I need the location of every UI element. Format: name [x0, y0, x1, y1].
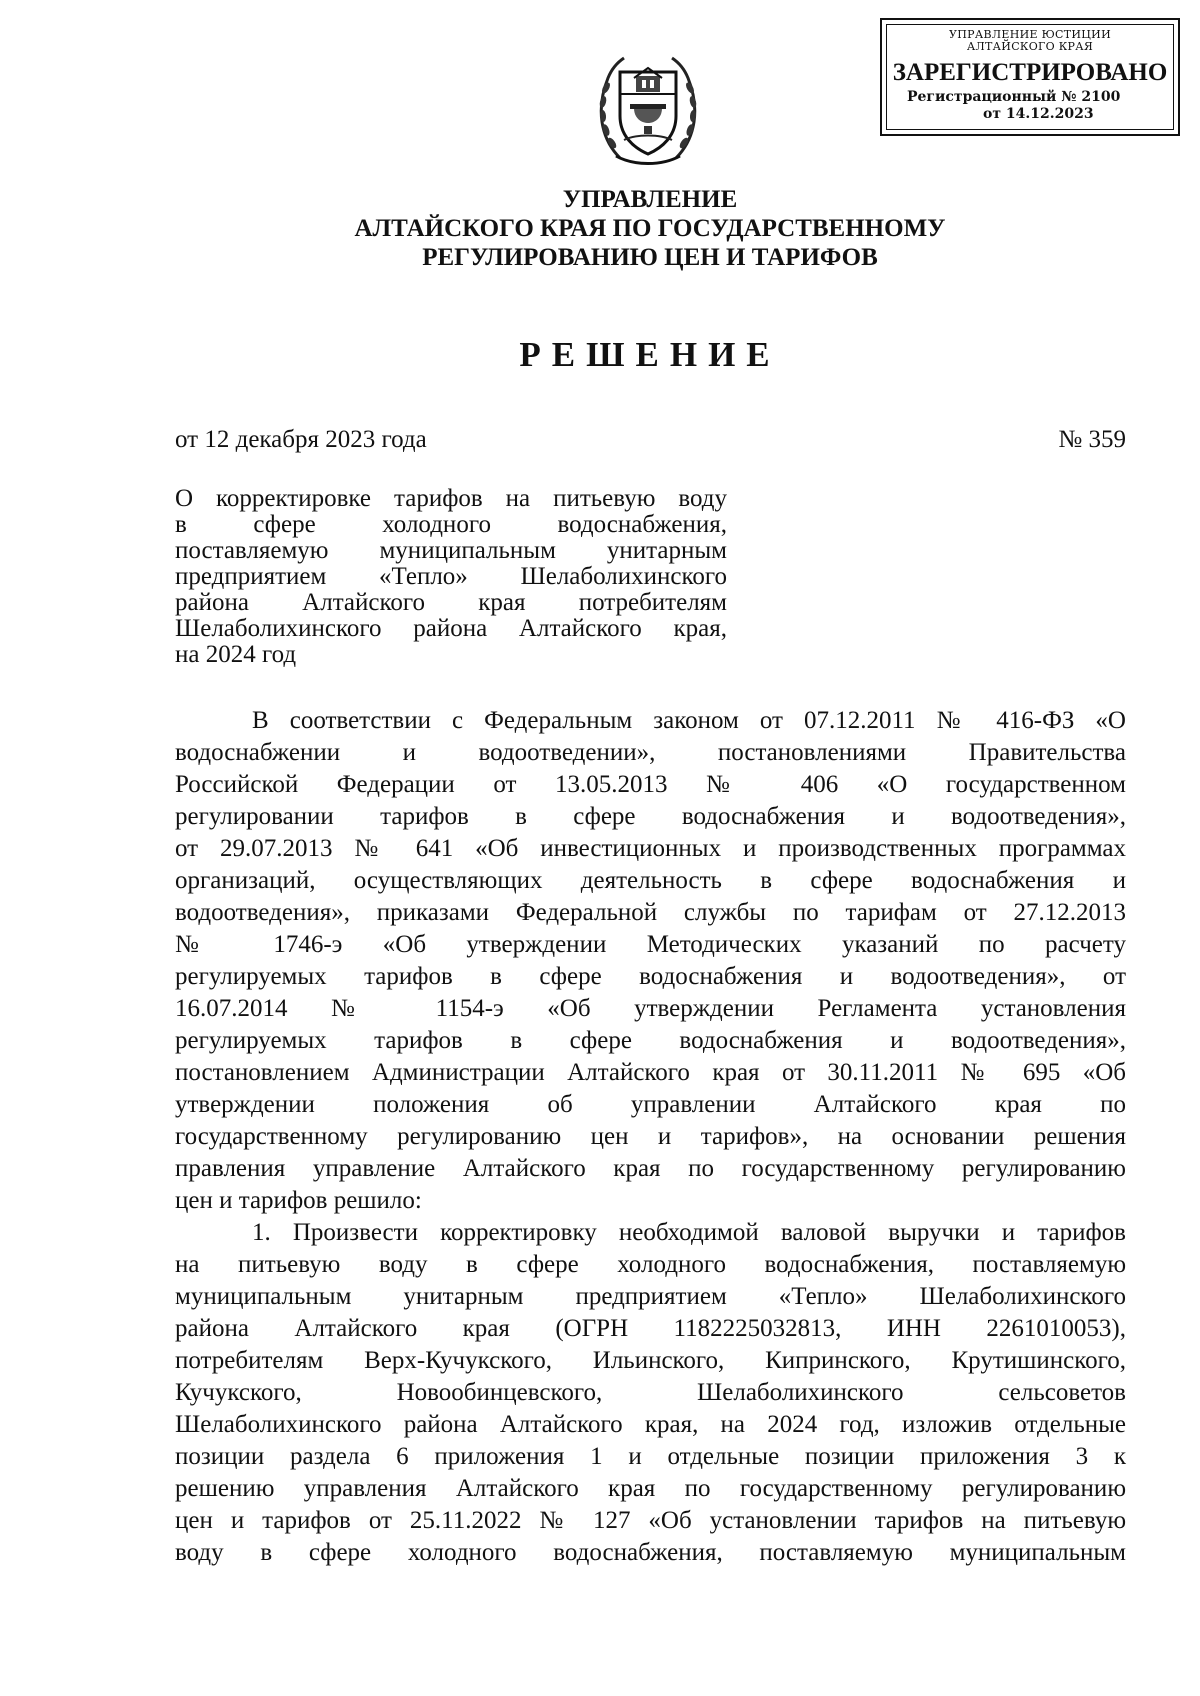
body-line: цен и тарифов от 25.11.2022 № 127 «Об установлении тарифов на питьевую — [175, 1507, 1126, 1534]
document-subject — [175, 486, 727, 668]
stamp-org-line-2: АЛТАЙСКОГО КРАЯ — [966, 40, 1094, 53]
subject-line: О корректировке тарифов на питьевую воду — [175, 485, 727, 512]
body-line: воду в сфере холодного водоснабжения, поставляемую муниципальным — [175, 1539, 1126, 1566]
body-line: регулируемых тарифов в сфере водоснабжения и водоотведения», — [175, 1027, 1126, 1054]
stamp-reg-date: от 14.12.2023 — [983, 106, 1094, 122]
stamp-org-line-1: УПРАВЛЕНИЕ ЮСТИЦИИ — [949, 28, 1111, 41]
body-line: водоотведения», приказами Федеральной службы по тарифам от 27.12.2013 — [175, 899, 1126, 926]
body-line: решению управления Алтайского края по государственному регулированию — [175, 1475, 1126, 1502]
body-line: на питьевую воду в сфере холодного водоснабжения, поставляемую — [175, 1251, 1126, 1278]
subject-line: района Алтайского края потребителям — [175, 589, 727, 616]
body-line: потребителям Верх-Кучукского, Ильинского, Кипринского, Крутишинского, — [175, 1347, 1126, 1374]
body-line: № 1746-э «Об утверждении Методических указаний по расчету — [175, 931, 1126, 958]
stamp-status: ЗАРЕГИСТРИРОВАНО — [892, 59, 1168, 86]
body-line: организаций, осуществляющих деятельность в сфере водоснабжения и — [175, 867, 1126, 894]
body-line: Шелаболихинского района Алтайского края, на 2024 год, изложив отдельные — [175, 1411, 1126, 1438]
subject-line: Шелаболихинского района Алтайского края, — [175, 615, 727, 642]
body-line: от 29.07.2013 № 641 «Об инвестиционных и производственных программах — [175, 835, 1126, 862]
body-line: Российской Федерации от 13.05.2013 № 406 «О государственном — [175, 771, 1126, 798]
subject-line: в сфере холодного водоснабжения, — [175, 511, 727, 538]
altai-krai-coat-of-arms-icon — [590, 38, 706, 170]
body-line: района Алтайского края (ОГРН 1182225032813, ИНН 2261010053), — [175, 1315, 1126, 1342]
body-line: государственному регулированию цен и тарифов», на основании решения — [175, 1123, 1126, 1150]
body-line: водоснабжении и водоотведении», постановлениями Правительства — [175, 739, 1126, 766]
body-line: постановлением Администрации Алтайского края от 30.11.2011 № 695 «Об — [175, 1059, 1126, 1086]
subject-line: предприятием «Тепло» Шелаболихинского — [175, 563, 727, 590]
body-line: В соответствии с Федеральным законом от 07.12.2011 № 416-ФЗ «О — [252, 707, 1126, 734]
body-line: регулировании тарифов в сфере водоснабжения и водоотведения», — [175, 803, 1126, 830]
body-line: Кучукского, Новообинцевского, Шелаболихинского сельсоветов — [175, 1379, 1126, 1406]
body-line: цен и тарифов решило: — [175, 1187, 422, 1214]
document-date: от 12 декабря 2023 года — [175, 426, 427, 453]
header-line-1: УПРАВЛЕНИЕ — [562, 186, 738, 213]
body-line: 16.07.2014 № 1154-э «Об утверждении Регламента установления — [175, 995, 1126, 1022]
organization-header — [200, 185, 1100, 272]
body-line: муниципальным унитарным предприятием «Тепло» Шелаболихинского — [175, 1283, 1126, 1310]
subject-line: поставляемую муниципальным унитарным — [175, 537, 727, 564]
document-number: № 359 — [1058, 426, 1126, 453]
body-line: позиции раздела 6 приложения 1 и отдельные позиции приложения 3 к — [175, 1443, 1126, 1470]
body-line: 1. Произвести корректировку необходимой валовой выручки и тарифов — [252, 1219, 1126, 1246]
stamp-reg-number: Регистрационный № 2100 — [907, 89, 1121, 105]
header-line-2: АЛТАЙСКОГО КРАЯ ПО ГОСУДАРСТВЕННОМУ — [354, 215, 946, 242]
document-type: РЕШЕНИЕ — [519, 335, 781, 374]
body-line: правления управление Алтайского края по государственному регулированию — [175, 1155, 1126, 1182]
subject-line: на 2024 год — [175, 641, 297, 668]
header-line-3: РЕГУЛИРОВАНИЮ ЦЕН И ТАРИФОВ — [422, 244, 878, 271]
registration-stamp-inner — [886, 24, 1174, 130]
body-line: утверждении положения об управлении Алтайского края по — [175, 1091, 1126, 1118]
body-line: регулируемых тарифов в сфере водоснабжения и водоотведения», от — [175, 963, 1126, 990]
registration-stamp — [880, 18, 1180, 136]
document-body — [175, 705, 1126, 1569]
